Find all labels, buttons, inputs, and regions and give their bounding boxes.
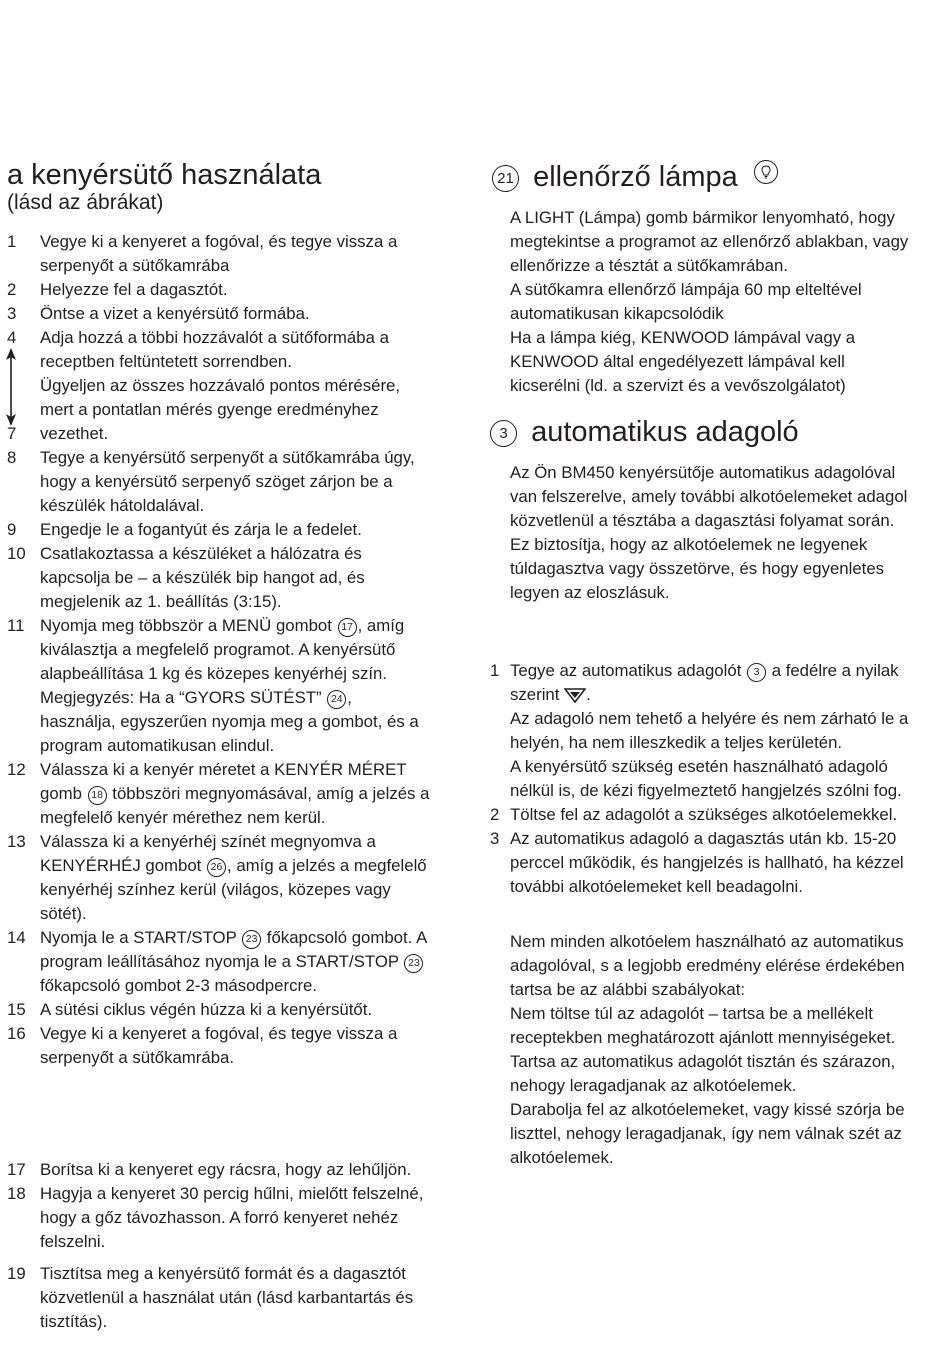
item-text: Adja hozzá a többi hozzávalót a sütőformába a	[40, 328, 389, 347]
item-number: 16	[7, 1024, 26, 1043]
crust-button-ref: 26	[207, 858, 226, 877]
item-number: 18	[7, 1184, 26, 1203]
item-text: Vegye ki a kenyeret a fogóval, és tegye vissza a	[40, 232, 398, 251]
item-text: Ügyeljen az összes hozzávaló pontos mérésére,	[40, 376, 401, 395]
item-number: 19	[7, 1264, 26, 1283]
item-text: Válassza ki a kenyér méretet a KENYÉR MÉRET	[40, 760, 407, 779]
item-number: 1	[7, 232, 17, 251]
item-number: 2	[490, 805, 500, 824]
para-line: legyen az eloszlásuk.	[510, 583, 670, 602]
item-text: felszelni.	[40, 1232, 106, 1251]
item-text: Tegye a kenyérsütő serpenyőt a sütőkamrába úgy,	[40, 448, 415, 467]
item-text: serpenyőt a sütőkamrába	[40, 256, 230, 275]
item-text: alapbeállítása 1 kg és közepes kenyérhéj szín.	[40, 664, 388, 683]
para-line: túldagasztva vagy összetörve, és hogy egyenletes	[510, 559, 885, 578]
item-text: , amíg a jelzés a megfelelő	[227, 856, 427, 875]
item-text: készülék hátoldalával.	[40, 496, 205, 515]
item-text: helyén, ha nem illeszkedik a teljes kerületén.	[510, 733, 843, 752]
item-text: Megjegyzés: Ha a “GYORS SÜTÉST”	[40, 688, 327, 707]
item-text: program automatikusan elindul.	[40, 736, 275, 755]
item-text: serpenyőt a sütőkamrába.	[40, 1048, 235, 1067]
para-line: Tartsa az automatikus adagolót tisztán és szárazon,	[510, 1052, 896, 1071]
item-number: 2	[7, 280, 17, 299]
item-number: 12	[7, 760, 26, 779]
arrow-down-triangle-icon	[564, 685, 586, 704]
dispenser-number-badge: 3	[490, 420, 517, 447]
para-line: alkotóelemek.	[510, 1148, 614, 1167]
item-text: Borítsa ki a kenyeret egy rácsra, hogy az lehűljön.	[40, 1160, 412, 1179]
para-line: Nem minden alkotóelem használható az automatikus	[510, 932, 904, 951]
para-line: A sütőkamra ellenőrző lámpája 60 mp elteltével	[510, 280, 862, 299]
para-line: receptekben meghatározott ajánlott mennyiségeket.	[510, 1028, 896, 1047]
item-text: megjelenik az 1. beállítás (3:15).	[40, 592, 282, 611]
item-text: perccel működik, és hangjelzés is hallható, ha kézzel	[510, 853, 904, 872]
item-number: 7	[7, 424, 17, 443]
para-line: nehogy leragadjanak az alkotóelemek.	[510, 1076, 797, 1095]
item-text: receptben feltüntetett sorrendben.	[40, 352, 292, 371]
item-text: használja, egyszerűen nyomja meg a gombot, és a	[40, 712, 419, 731]
item-text: hogy a gőz távozhasson. A forró kenyeret nehéz	[40, 1208, 399, 1227]
item-text: Nyomja meg többször a MENÜ gombot	[40, 616, 337, 635]
item-number: 3	[7, 304, 17, 323]
section-subtitle: (lásd az ábrákat)	[7, 191, 164, 214]
para-line: Nem töltse túl az adagolót – tartsa be a mellékelt	[510, 1004, 873, 1023]
quick-bake-button-ref: 24	[327, 690, 346, 709]
item-text: Tisztítsa meg a kenyérsütő formát és a dagasztót	[40, 1264, 406, 1283]
item-text: szerint	[510, 685, 565, 704]
lamp-heading	[492, 160, 778, 194]
item-number: 9	[7, 520, 17, 539]
item-text: kapcsolja be – a készülék bip hangot ad, és	[40, 568, 365, 587]
item-text: program leállításához nyomja le a START/STOP	[40, 952, 404, 971]
item-text: A sütési ciklus végén húzza ki a kenyérsütőt.	[40, 1000, 373, 1019]
item-text: Az automatikus adagoló a dagasztás után kb. 15-20	[510, 829, 897, 848]
item-text: Töltse fel az adagolót a szükséges alkotóelemekkel.	[510, 805, 898, 824]
dispenser-title: automatikus adagoló	[531, 416, 799, 448]
lightbulb-icon	[754, 160, 778, 184]
item-text: Válassza ki a kenyérhéj színét megnyomva a	[40, 832, 376, 851]
para-line: KENWOOD által engedélyezett lámpával kell	[510, 352, 845, 371]
item-text: vezethet.	[40, 424, 109, 443]
para-line: liszttel, nehogy leragadjanak, így nem válnak szét az	[510, 1124, 902, 1143]
item-number: 15	[7, 1000, 26, 1019]
para-line: tartsa be az alábbi szabályokat:	[510, 980, 746, 999]
item-text: Az adagoló nem tehető a helyére és nem zárható le a	[510, 709, 909, 728]
item-text: A kenyérsütő szükség esetén használható adagoló	[510, 757, 888, 776]
item-number: 3	[490, 829, 500, 848]
item-text: kenyérhéj színhez kerül (világos, közepes vagy	[40, 880, 391, 899]
item-text: Helyezze fel a dagasztót.	[40, 280, 228, 299]
item-number: 17	[7, 1160, 26, 1179]
item-number: 10	[7, 544, 26, 563]
item-text: főkapcsoló gombot 2-3 másodpercre.	[40, 976, 318, 995]
item-text: KENYÉRHÉJ gombot	[40, 856, 207, 875]
para-line: adagolóval, s a legjobb eredmény elérése érdekében	[510, 956, 905, 975]
item-text: a fedélre a nyilak	[767, 661, 899, 680]
para-line: A LIGHT (Lámpa) gomb bármikor lenyomható, hogy	[510, 208, 895, 227]
item-text: Vegye ki a kenyeret a fogóval, és tegye vissza a	[40, 1024, 398, 1043]
para-line: Ez biztosítja, hogy az alkotóelemek ne legyenek	[510, 535, 868, 554]
dispenser-ref: 3	[747, 663, 766, 682]
loaf-size-button-ref: 18	[88, 786, 107, 805]
item-text: Tegye az automatikus adagolót	[510, 661, 747, 680]
item-text: tisztítás).	[40, 1312, 108, 1331]
item-text: további alkotóelemeket kell beadagolni.	[510, 877, 803, 896]
item-number: 14	[7, 928, 26, 947]
item-text: közvetlenül a használat után (lásd karbantartás és	[40, 1288, 414, 1307]
para-line: automatikusan kikapcsolódik	[510, 304, 724, 323]
lamp-title: ellenőrző lámpa	[533, 161, 738, 193]
item-text: nélkül is, de kézi figyelmeztető hangjelzés szólni fog.	[510, 781, 902, 800]
para-line: közvetlenül a tésztába a dagasztási folyamat során.	[510, 511, 895, 530]
range-arrow-icon	[3, 348, 19, 426]
para-line: van felszerelve, amely további alkotóelemeket adagol	[510, 487, 908, 506]
para-line: Az Ön BM450 kenyérsütője automatikus adagolóval	[510, 463, 896, 482]
item-text: , amíg	[357, 616, 405, 635]
dispenser-notes	[510, 930, 950, 1170]
item-text: ,	[347, 688, 352, 707]
menu-button-ref: 17	[338, 618, 357, 637]
item-text: Engedje le a fogantyút és zárja le a fedelet.	[40, 520, 362, 539]
item-text: Nyomja le a START/STOP	[40, 928, 242, 947]
dispenser-description	[510, 461, 950, 605]
item-text: többszöri megnyomásával, amíg a jelzés a	[107, 784, 430, 803]
item-text: gomb	[40, 784, 87, 803]
item-number: 13	[7, 832, 26, 851]
para-line: Ha a lámpa kiég, KENWOOD lámpával vagy a	[510, 328, 856, 347]
item-text: Hagyja a kenyeret 30 percig hűlni, mielőtt felszelné,	[40, 1184, 424, 1203]
item-text: hogy a kenyérsütő serpenyő szöget zárjon be a	[40, 472, 393, 491]
para-line: ellenőrizze a tésztát a sütőkamrában.	[510, 256, 788, 275]
lamp-description	[510, 206, 950, 398]
item-text: megfelelő kenyér mérethez nem kerül.	[40, 808, 326, 827]
start-stop-button-ref: 23	[242, 930, 261, 949]
item-text: sötét).	[40, 904, 87, 923]
para-line: kicserélni (ld. a szervizt és a vevőszolgálatot)	[510, 376, 846, 395]
para-line: Darabolja fel az alkotóelemeket, vagy kissé szórja be	[510, 1100, 905, 1119]
item-text: kiválasztja a megfelelő programot. A kenyérsütő	[40, 640, 396, 659]
item-number: 1	[490, 661, 500, 680]
para-line: megtekintse a programot az ellenőrző ablakban, vagy	[510, 232, 909, 251]
item-text: Csatlakoztassa a készüléket a hálózatra és	[40, 544, 362, 563]
item-text: .	[586, 685, 591, 704]
item-number: 8	[7, 448, 17, 467]
item-text: Öntse a vizet a kenyérsütő formába.	[40, 304, 310, 323]
item-text: mert a pontatlan mérés gyenge eredményhez	[40, 400, 379, 419]
item-number: 4	[7, 328, 17, 347]
section-title: a kenyérsütő használata	[7, 159, 322, 191]
item-number: 11	[7, 616, 25, 635]
dispenser-heading	[490, 415, 799, 449]
start-stop-button-ref: 23	[404, 954, 423, 973]
item-text: főkapcsoló gombot. A	[262, 928, 428, 947]
lamp-number-badge: 21	[492, 165, 519, 192]
